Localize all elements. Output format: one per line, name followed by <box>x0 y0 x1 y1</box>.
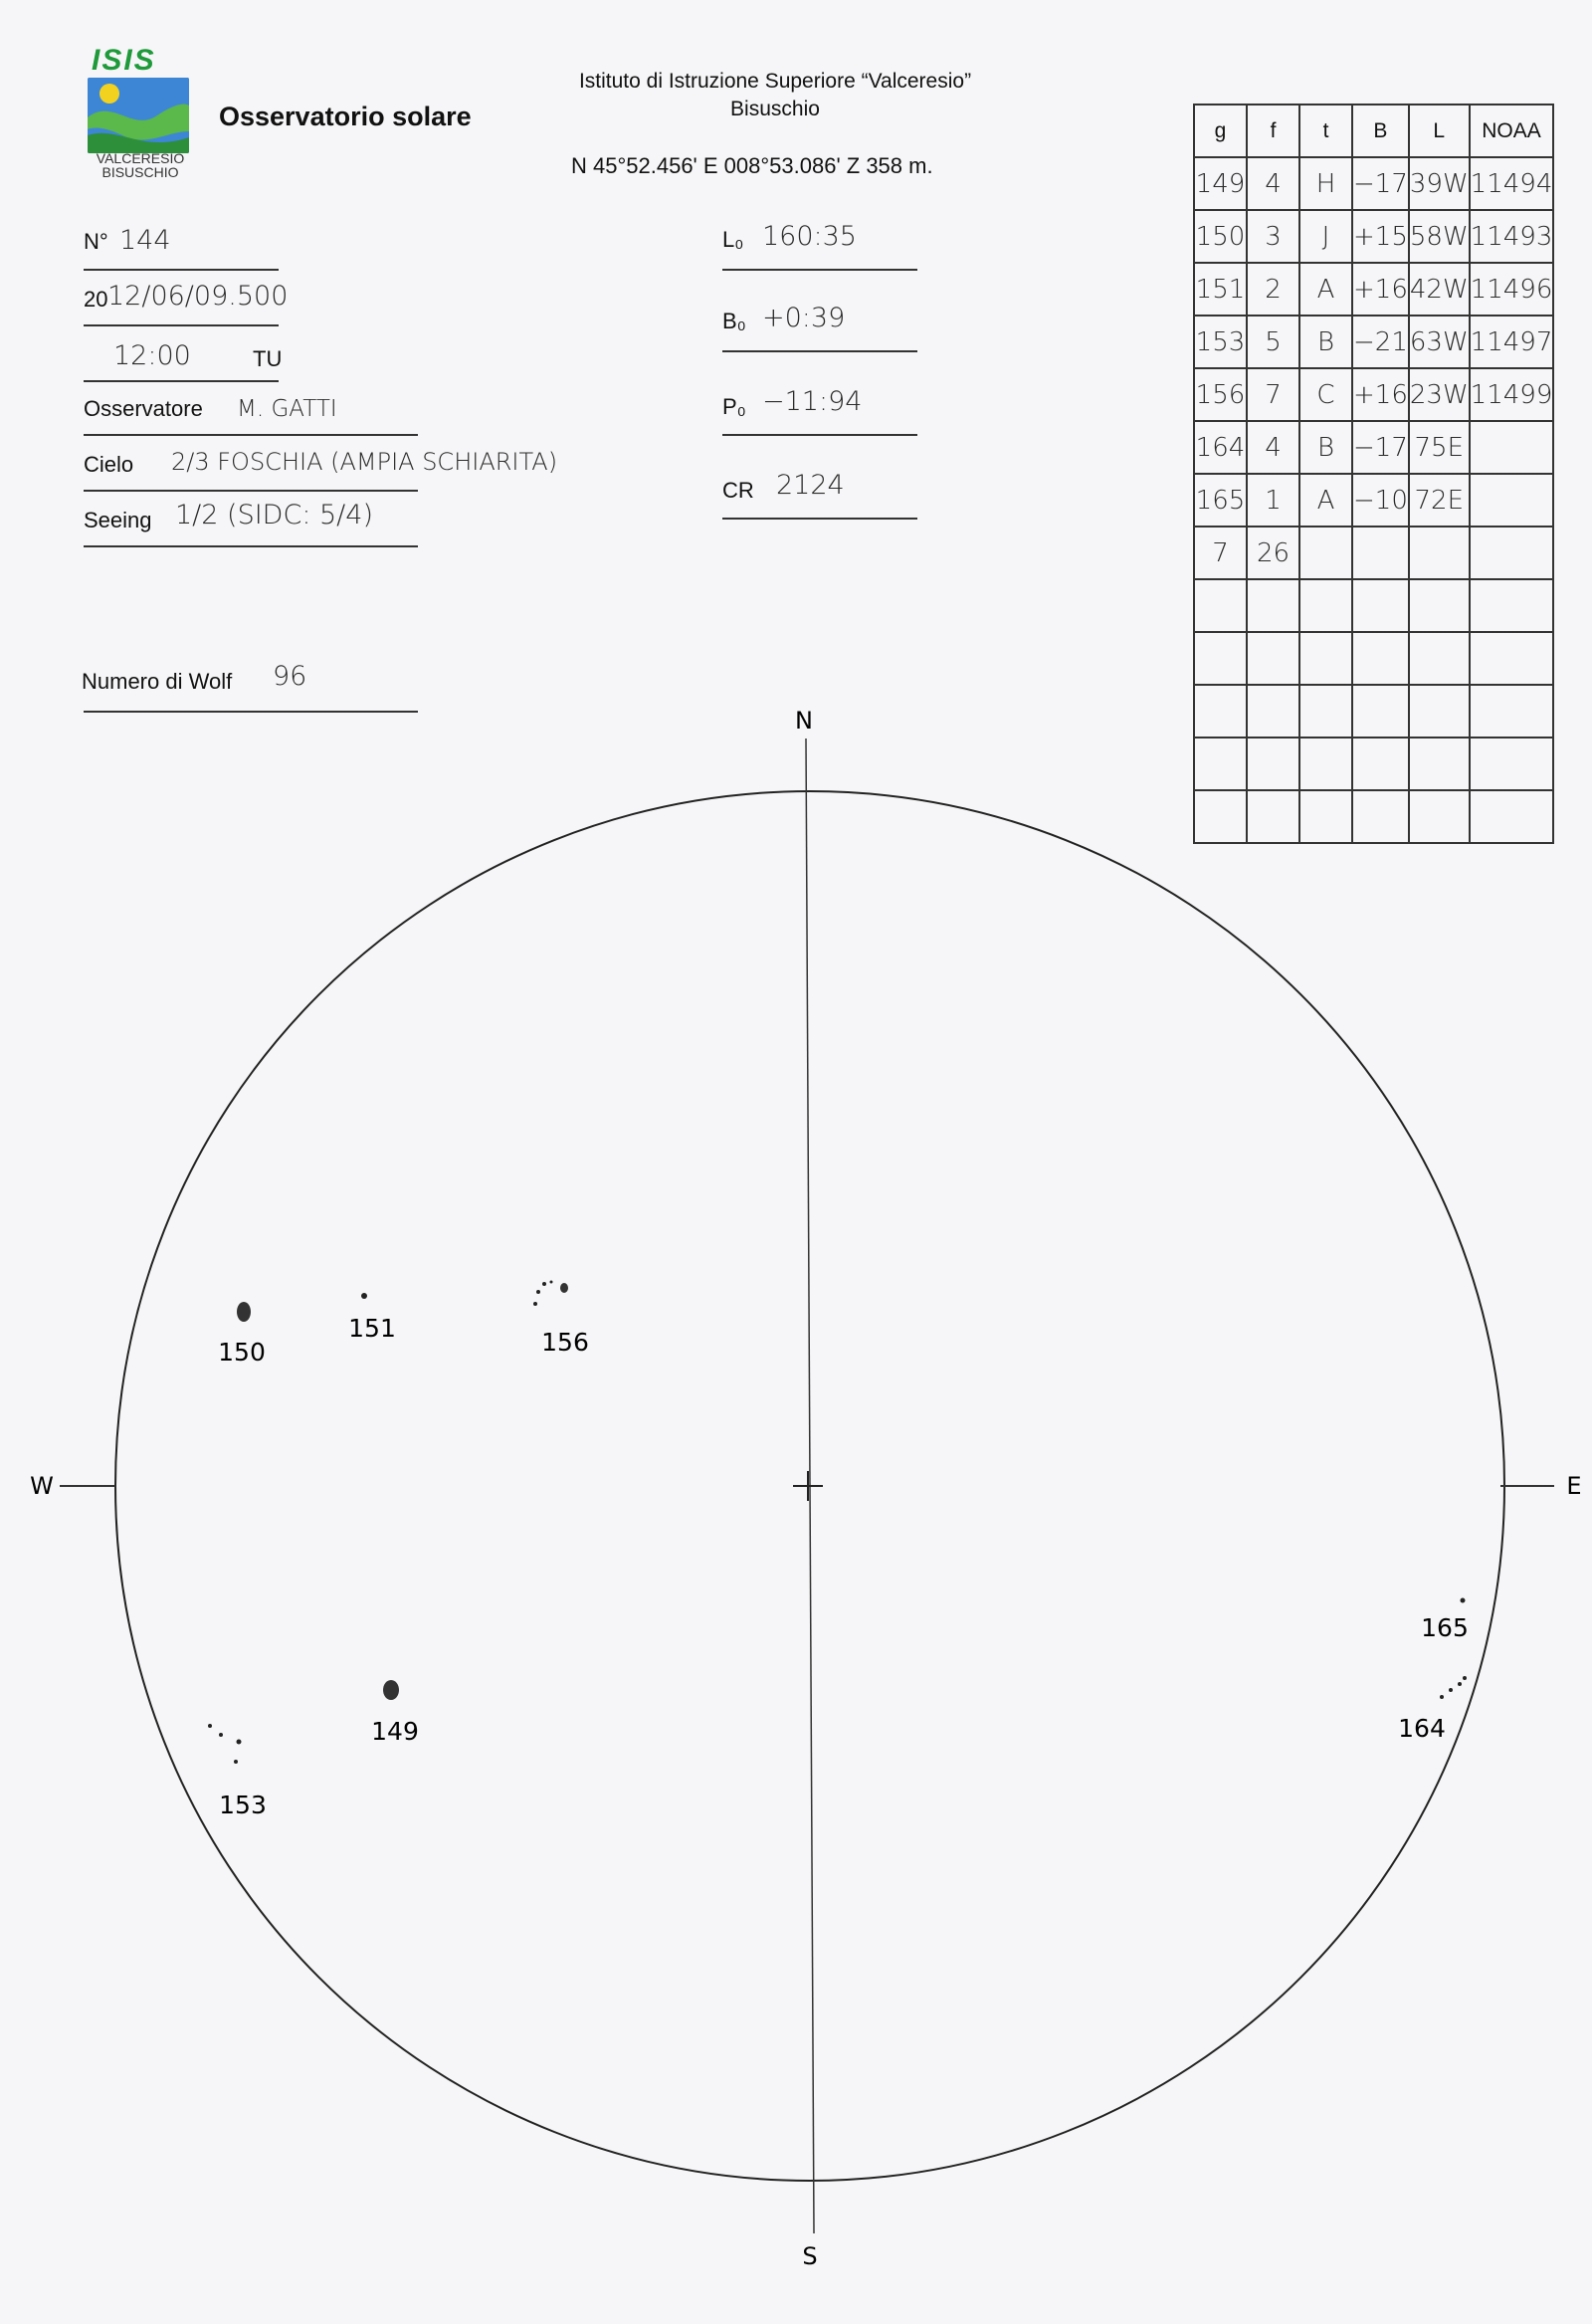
cell-l: 42W <box>1409 263 1470 316</box>
cell-g: 7 <box>1194 527 1247 579</box>
cell-f: 4 <box>1247 421 1299 474</box>
cell-b: −17 <box>1352 157 1409 210</box>
cell-l: 39W <box>1409 157 1470 210</box>
cell-l: 75E <box>1409 421 1470 474</box>
sunspot-group-149 <box>383 1680 399 1700</box>
sunspot-group-153 <box>208 1724 242 1764</box>
site-coordinates: N 45°52.456' E 008°53.086' Z 358 m. <box>571 153 933 178</box>
cell-t: B <box>1299 421 1352 474</box>
sunspot-group-151 <box>361 1293 367 1299</box>
cell-f: 3 <box>1247 210 1299 263</box>
time-unit: TU <box>253 346 283 371</box>
cell-g: 156 <box>1194 368 1247 421</box>
cell-noaa: 11494 <box>1470 157 1554 210</box>
wolf-value: 96 <box>273 661 307 692</box>
cell-b: −10 <box>1352 474 1409 527</box>
disk-graphics <box>30 707 1581 2270</box>
group-label-150: 150 <box>218 1338 266 1367</box>
north-label: N <box>795 707 813 735</box>
l0-label: L₀ <box>722 227 744 252</box>
number-label: N° <box>84 229 108 254</box>
cell-f: 2 <box>1247 263 1299 316</box>
group-label-164: 164 <box>1398 1714 1446 1743</box>
number-value: 144 <box>119 225 171 256</box>
cell-noaa: 11497 <box>1470 316 1554 368</box>
group-label-165: 165 <box>1421 1613 1469 1642</box>
cr-label: CR <box>722 478 754 503</box>
cell-g: 164 <box>1194 421 1247 474</box>
cell-g: 153 <box>1194 316 1247 368</box>
cr-value: 2124 <box>776 470 845 501</box>
date-prefix: 20 <box>84 287 108 312</box>
logo-subtitle-line1: VALCERESIO <box>96 150 185 166</box>
cell-noaa: 11496 <box>1470 263 1554 316</box>
col-header-g: g <box>1194 105 1247 157</box>
seeing-label: Seeing <box>84 508 152 532</box>
cell-g: 151 <box>1194 263 1247 316</box>
p0-label: P₀ <box>722 394 746 419</box>
cell-l: 72E <box>1409 474 1470 527</box>
cell-t: H <box>1299 157 1352 210</box>
logo-text: ISIS <box>92 44 156 77</box>
south-label: S <box>802 2242 818 2270</box>
cell-noaa: 11493 <box>1470 210 1554 263</box>
cell-t: B <box>1299 316 1352 368</box>
cell-f: 7 <box>1247 368 1299 421</box>
time-value: 12:00 <box>113 340 191 371</box>
sky-label: Cielo <box>84 452 134 477</box>
institute-town: Bisuschio <box>730 98 820 120</box>
date-value: 12/06/09.500 <box>107 281 289 312</box>
cell-noaa: 11499 <box>1470 368 1554 421</box>
group-label-153: 153 <box>219 1791 267 1819</box>
east-label: E <box>1566 1472 1582 1500</box>
col-header-t: t <box>1299 105 1352 157</box>
cell-t: A <box>1299 474 1352 527</box>
cell-b: −17 <box>1352 421 1409 474</box>
cell-f: 26 <box>1247 527 1299 579</box>
observatory-title: Osservatorio solare <box>219 102 472 131</box>
cell-l: 58W <box>1409 210 1470 263</box>
sunspot-group-150 <box>237 1302 251 1322</box>
observer-value: M. GATTI <box>237 396 337 422</box>
cell-b: +16 <box>1352 263 1409 316</box>
p0-value: −11:94 <box>762 386 863 417</box>
group-label-151: 151 <box>348 1314 396 1343</box>
cell-g: 150 <box>1194 210 1247 263</box>
wolf-label: Numero di Wolf <box>82 669 233 694</box>
cell-t: A <box>1299 263 1352 316</box>
cell-b: +15 <box>1352 210 1409 263</box>
cell-l: 63W <box>1409 316 1470 368</box>
b0-value: +0:39 <box>762 303 846 333</box>
west-label: W <box>30 1472 54 1500</box>
cell-t: J <box>1299 210 1352 263</box>
cell-t: C <box>1299 368 1352 421</box>
col-header-f: f <box>1247 105 1299 157</box>
b0-label: B₀ <box>722 309 746 333</box>
sunspot-group-164 <box>1440 1676 1467 1699</box>
institute-name: Istituto di Istruzione Superiore “Valceresio” <box>578 70 972 93</box>
cell-l: 23W <box>1409 368 1470 421</box>
logo-subtitle-line2: BISUSCHIO <box>101 164 179 180</box>
sky-value: 2/3 FOSCHIA (AMPIA SCHIARITA) <box>171 448 558 476</box>
group-label-156: 156 <box>541 1328 589 1357</box>
cell-g: 165 <box>1194 474 1247 527</box>
cell-f: 4 <box>1247 157 1299 210</box>
col-header-l: L <box>1409 105 1470 157</box>
cell-b: −21 <box>1352 316 1409 368</box>
cell-b: +16 <box>1352 368 1409 421</box>
sunspot-group-156 <box>533 1281 568 1307</box>
group-label-149: 149 <box>371 1717 419 1746</box>
cell-f: 1 <box>1247 474 1299 527</box>
cell-f: 5 <box>1247 316 1299 368</box>
sunspot-group-165 <box>1461 1598 1466 1603</box>
col-header-b: B <box>1352 105 1409 157</box>
col-header-noaa: NOAA <box>1470 105 1554 157</box>
cell-g: 149 <box>1194 157 1247 210</box>
seeing-value: 1/2 (SIDC: 5/4) <box>175 500 373 530</box>
observer-label: Osservatore <box>84 396 203 421</box>
l0-value: 160:35 <box>762 221 857 252</box>
